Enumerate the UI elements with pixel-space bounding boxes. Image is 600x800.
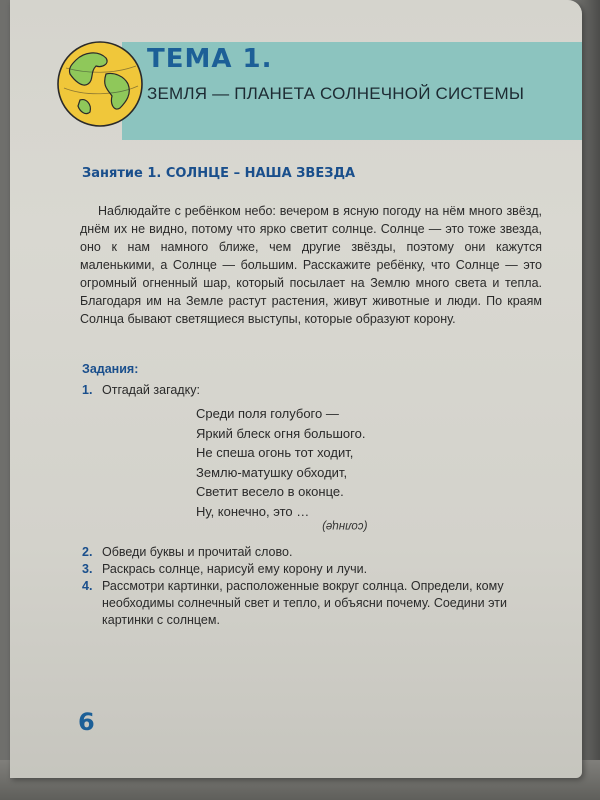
- task-item: [82, 561, 542, 578]
- riddle-line: Среди поля голубого —: [196, 406, 339, 421]
- riddle-line: Не спеша огонь тот ходит,: [196, 445, 354, 460]
- task-number: 2.: [82, 545, 93, 559]
- task-number: 3.: [82, 562, 93, 576]
- task-item: [82, 578, 542, 629]
- task-text: Раскрась солнце, нарисуй ему корону и лучи.: [102, 562, 368, 576]
- riddle-line: Ну, конечно, это …: [196, 503, 310, 519]
- task-text: Отгадай загадку:: [102, 383, 200, 397]
- task-number: 1.: [82, 383, 93, 397]
- task-item: [82, 544, 542, 561]
- riddle-poem: [196, 404, 365, 521]
- riddle-line: Яркий блеск огня большого.: [196, 425, 366, 441]
- riddle-line: Землю-матушку обходит,: [196, 464, 348, 480]
- task-text: Рассмотри картинки, расположенные вокруг солнца. Определи, кому необходимы солнечный свет и тепло, и объясни почему. Соедини эти картинки с солнцем.: [102, 579, 507, 627]
- riddle-line: Светит весело в оконце.: [196, 484, 344, 499]
- lesson-intro-text: Наблюдайте с ребёнком небо: вечером в ясную погоду на нём много звёзд, днём их не видно, потому что ярко светит солнце. Солнце — это тоже звезда, оно к нам намного ближе, чем другие звёзды, поэтому они кажутся маленькими, а Солнце — большим. Расскажите ребёнку, что Солнце — это огромный огненный шар, который посылает на Землю много света и тепла. Благодаря им на Земле растут растения, живут животные и люди. По краям Солнца бывают светящиеся выступы, которые образуют корону.: [80, 204, 542, 326]
- riddle-answer-upside-down: (солнце): [322, 520, 368, 532]
- task-item: [82, 382, 542, 399]
- globe-icon: [54, 38, 146, 130]
- topic-title: ЗЕМЛЯ — ПЛАНЕТА СОЛНЕЧНОЙ СИСТЕМЫ: [147, 84, 525, 103]
- page-number: 6: [78, 708, 95, 736]
- topic-number: ТЕМА 1.: [147, 44, 273, 74]
- lesson-title: Занятие 1. СОЛНЦЕ – НАША ЗВЕЗДА: [82, 166, 356, 181]
- task-number: 4.: [82, 579, 93, 593]
- tasks-heading: Задания:: [82, 362, 139, 376]
- book-page: [10, 0, 582, 778]
- task-text: Обведи буквы и прочитай слово.: [102, 545, 293, 559]
